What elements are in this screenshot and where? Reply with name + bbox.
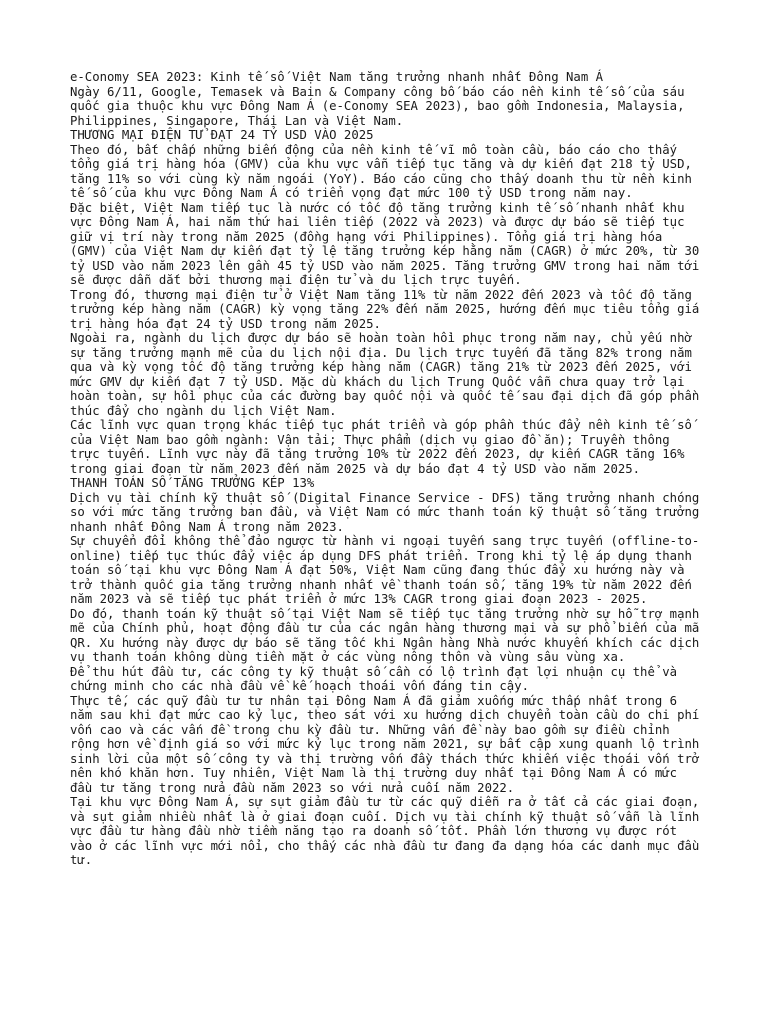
paragraph: Tại khu vực Đông Nam Á, sự sụt giảm đầu tư từ các quỹ diễn ra ở tất cả các giai đoạn, và sụt giảm nhiều nhất là ở giai đoạn cuối. Dịch vụ tài chính kỹ thuật số vẫn là lĩnh vực đầu tư hàng đầu nhờ tiềm năng tạo ra doanh số tốt. Phần lớn thương vụ được rót vào ở các lĩnh vực mới nổi, cho thấy các nhà đầu tư đang đa dạng hóa các danh mục đầu tư. [70, 795, 700, 867]
paragraph: Để thu hút đầu tư, các công ty kỹ thuật số cần có lộ trình đạt lợi nhuận cụ thể và chứng minh cho các nhà đầu về kế hoạch thoái vốn đáng tin cậy. [70, 664, 678, 693]
document-body [70, 70, 702, 868]
paragraph: Theo đó, bất chấp những biến động của nền kinh tế vĩ mô toàn cầu, báo cáo cho thấy tổng giá trị hàng hóa (GMV) của khu vực vẫn tiếp tục tăng và dự kiến đạt 218 tỷ USD, tăng 11% so với cùng kỳ năm ngoái (YoY). Báo cáo cũng cho thấy doanh thu từ nền kinh tế số của khu vực Đông Nam Á có triển vọng đạt mức 100 tỷ USD trong năm nay. [70, 142, 692, 200]
paragraph: Trong đó, thương mại điện tử ở Việt Nam tăng 11% từ năm 2022 đến 2023 và tốc độ tăng trưởng kép hàng năm (CAGR) kỳ vọng tăng 22% đến năm 2025, hướng đến mục tiêu tổng giá trị hàng hóa đạt 24 tỷ USD trong năm 2025. [70, 287, 700, 331]
paragraph: Do đó, thanh toán kỹ thuật số tại Việt Nam sẽ tiếp tục tăng trưởng nhờ sự hỗ trợ mạnh mẽ của Chính phủ, hoạt động đầu tư của các ngân hàng thương mại và sự phổ biến của mã QR. Xu hướng này được dự báo sẽ tăng tốc khi Ngân hàng Nhà nước khuyến khích các dịch vụ thanh toán không dùng tiền mặt ở các vùng nông thôn và vùng sâu vùng xa. [70, 606, 700, 664]
paragraph: Đặc biệt, Việt Nam tiếp tục là nước có tốc độ tăng trưởng kinh tế số nhanh nhất khu vực Đông Nam Á, hai năm thứ hai liên tiếp (2022 và 2023) và được dự báo sẽ tiếp tục giữ vị trí này trong năm 2025 (đồng hạng với Philippines). Tổng giá trị hàng hóa (GMV) của Việt Nam dự kiến đạt tỷ lệ tăng trưởng kép hằng năm (CAGR) ở mức 20%, từ 30 tỷ USD vào năm 2023 lên gần 45 tỷ USD vào năm 2025. Tăng trưởng GMV trong hai năm tới sẽ được dẫn dắt bởi thương mại điện tử và du lịch trực tuyến. [70, 200, 700, 287]
paragraph: Dịch vụ tài chính kỹ thuật số (Digital Finance Service - DFS) tăng trưởng nhanh chóng so với mức tăng trưởng ban đầu, và Việt Nam có mức thanh toán kỹ thuật số tăng trưởng nhanh nhất Đông Nam Á trong năm 2023. [70, 490, 700, 534]
document-title: e-Conomy SEA 2023: Kinh tế số Việt Nam tăng trưởng nhanh nhất Đông Nam Á [70, 70, 604, 84]
paragraph: Ngoài ra, ngành du lịch được dự báo sẽ hoàn toàn hồi phục trong năm nay, chủ yếu nhờ sự tăng trưởng mạnh mẽ của du lịch nội địa. Du lịch trực tuyến đã tăng 82% trong năm qua và kỳ vọng tốc độ tăng trưởng kép hàng năm (CAGR) tăng 21% từ 2023 đến 2025, với mức GMV dự kiến đạt 7 tỷ USD. Mặc dù khách du lịch Trung Quốc vẫn chưa quay trở lại hoàn toàn, sự hồi phục của các đường bay quốc nội và quốc tế sau đại dịch đã góp phần thúc đẩy cho ngành du lịch Việt Nam. [70, 331, 700, 418]
section-heading-ecommerce: THƯƠNG MẠI ĐIỆN TỬ ĐẠT 24 TỶ USD VÀO 2025 [70, 128, 374, 142]
paragraph: Thực tế, các quỹ đầu tư tư nhân tại Đông Nam Á đã giảm xuống mức thấp nhất trong 6 năm sau khi đạt mức cao kỷ lục, theo sát với xu hướng dịch chuyển toàn cầu do chi phí vốn cao và các vấn đề trong chu kỳ đầu tư. Những vấn đề này bao gồm sự điều chỉnh rộng hơn về định giá so với mức kỷ lục trong năm 2021, sự bất cập xung quanh lộ trình sinh lời của một số công ty và thị trường vốn đầy thách thức khiến việc thoái vốn trở nên khó khăn hơn. Tuy nhiên, Việt Nam là thị trường duy nhất tại Đông Nam Á có mức đầu tư tăng trong nửa đầu năm 2023 so với nửa cuối năm 2022. [70, 693, 700, 795]
intro-paragraph: Ngày 6/11, Google, Temasek và Bain & Company công bố báo cáo nền kinh tế số của sáu quốc gia thuộc khu vực Đông Nam Á (e-Conomy SEA 2023), bao gồm Indonesia, Malaysia, Philippines, Singapore, Thái Lan và Việt Nam. [70, 84, 685, 128]
paragraph: Các lĩnh vực quan trọng khác tiếp tục phát triển và góp phần thúc đẩy nền kinh tế số của Việt Nam bao gồm ngành: Vận tải; Thực phẩm (dịch vụ giao đồ ăn); Truyền thông trực tuyến. Lĩnh vực này đã tăng trưởng 10% từ 2022 đến 2023, dự kiến CAGR tăng 16% trong giai đoạn từ năm 2023 đến năm 2025 và dự báo đạt 4 tỷ USD vào năm 2025. [70, 418, 692, 476]
paragraph: Sự chuyển đổi không thể đảo ngược từ hành vi ngoại tuyến sang trực tuyến (offline-to-online) tiếp tục thúc đẩy việc áp dụng DFS phát triển. Trong khi tỷ lệ áp dụng thanh toán số tại khu vực Đông Nam Á đạt 50%, Việt Nam cũng đang thúc đẩy xu hướng này và trở thành quốc gia tăng trưởng nhanh nhất về thanh toán số, tăng 19% từ năm 2022 đến năm 2023 và sẽ tiếp tục phát triển ở mức 13% CAGR trong giai đoạn 2023 - 2025. [70, 534, 700, 606]
section-heading-digital-payments: THANH TOÁN SỐ TĂNG TRƯỞNG KÉP 13% [70, 476, 315, 490]
